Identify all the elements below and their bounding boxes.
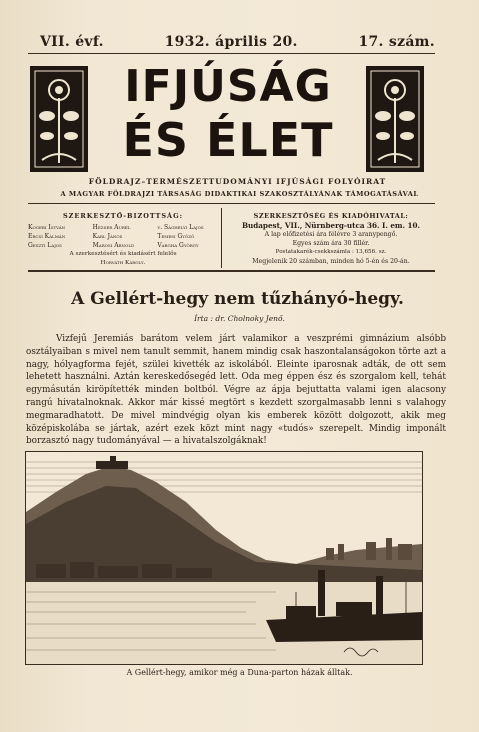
issue-header — [40, 34, 435, 50]
article-title: A Gellért-hegy nem tűzhányó-hegy. — [71, 289, 404, 309]
left-ornament-icon — [30, 66, 88, 172]
editorial-office — [226, 212, 436, 266]
article-byline: Írta : dr. Cholnoky Jenő. — [194, 314, 285, 323]
responsible-editor: Horváth Károly. — [100, 260, 146, 266]
masthead-title-line2: ÉS ÉLET — [122, 113, 334, 167]
column-divider — [221, 208, 222, 268]
board-note: A szerkesztésért és kiadásért felelős — [69, 251, 177, 257]
publication-schedule: Megjelenik 20 számban, minden hó 5-én és 20-án. — [252, 258, 410, 265]
figure-caption: A Gellért-hegy, amikor még a Duna-parton házak álltak. — [126, 668, 353, 677]
board-member: Ercsi Kálmán — [28, 233, 66, 240]
right-ornament-icon — [366, 66, 424, 172]
issue-date: 1932. április 20. — [164, 34, 298, 50]
subscription-price: A lap előfizetési ára félévre 3 aranypengő. — [264, 231, 398, 238]
masthead-rule — [28, 203, 435, 204]
single-issue-price: Egyes szám ára 30 fillér. — [292, 240, 370, 247]
masthead-subtitle: FÖLDRAJZ–TERMÉSZETTUDOMÁNYI IFJÚSÁGI FOLYÓIRAT — [88, 177, 387, 186]
board-member: Vargha György — [157, 242, 199, 249]
volume-number: VII. évf. — [40, 34, 104, 50]
board-member: Hézser Aurél — [92, 224, 131, 231]
gellert-hill-illustration — [25, 451, 423, 665]
board-member: Kogeri István — [28, 224, 66, 231]
board-members — [28, 223, 218, 250]
board-member: Marosi Arnold — [92, 242, 135, 249]
info-rule — [28, 270, 435, 272]
board-member: v. Sághelyi Lajos — [157, 224, 204, 231]
board-member: Geszti Lajos — [28, 242, 62, 249]
masthead-tagline: A MAGYAR FÖLDRAJZI TÁRSASÁG DIDAKTIKAI SZAKOSZTÁLYÁNAK TÁMOGATÁSÁVAL — [60, 190, 419, 198]
office-address: Budapest, VII., Nürnberg-utca 36. I. em. 10. — [241, 221, 421, 230]
postal-account: Postatakarék-csekkszámla : 13,656. sz. — [275, 249, 387, 255]
header-rule — [28, 53, 435, 54]
issue-number: 17. szám. — [358, 34, 435, 50]
board-heading: SZERKESZTŐ-BIZOTTSÁG: — [62, 212, 184, 220]
board-member: Temesi Győző — [157, 233, 195, 240]
article-body: Vizfejű Jeremiás barátom velem járt valamikor a veszprémi gimnázium alsóbb osztályaiban s mivel nem tanult semmit, hanem mindig csak haszontalanságokon törte azt a nagy, hólyagforma fejét, szülei kivették az iskolából. Eleinte iparosnak adták, de ott sem lehetett használni. Aztán kereskedősegéd lett. Oda meg éppen ész és szorgalom kell, tehát egymásután kiröpítették minden boltból. Végre az ápja bejuttatta valami igen alacsony rangú hivatalnoknak. Akkor már kissé megtört s kezdett szorgalmasabb lenni s valahogy megmaradhatott. De mivel mindvégig olyan kis emberek között dolgozott, akik meg középiskolába se jártak, azért ezek közt mint nagy «tudós» szerepelt. Mindig imponált borzasztó nagy tudományával — a hivatalszolgáknak! — [26, 334, 446, 447]
editorial-board — [28, 212, 218, 268]
office-heading: SZERKESZTŐSÉG ÉS KIADÓHIVATAL: — [253, 212, 409, 220]
masthead-title-line1: IFJÚSÁG — [124, 61, 332, 112]
board-member: Karl János — [92, 233, 123, 240]
